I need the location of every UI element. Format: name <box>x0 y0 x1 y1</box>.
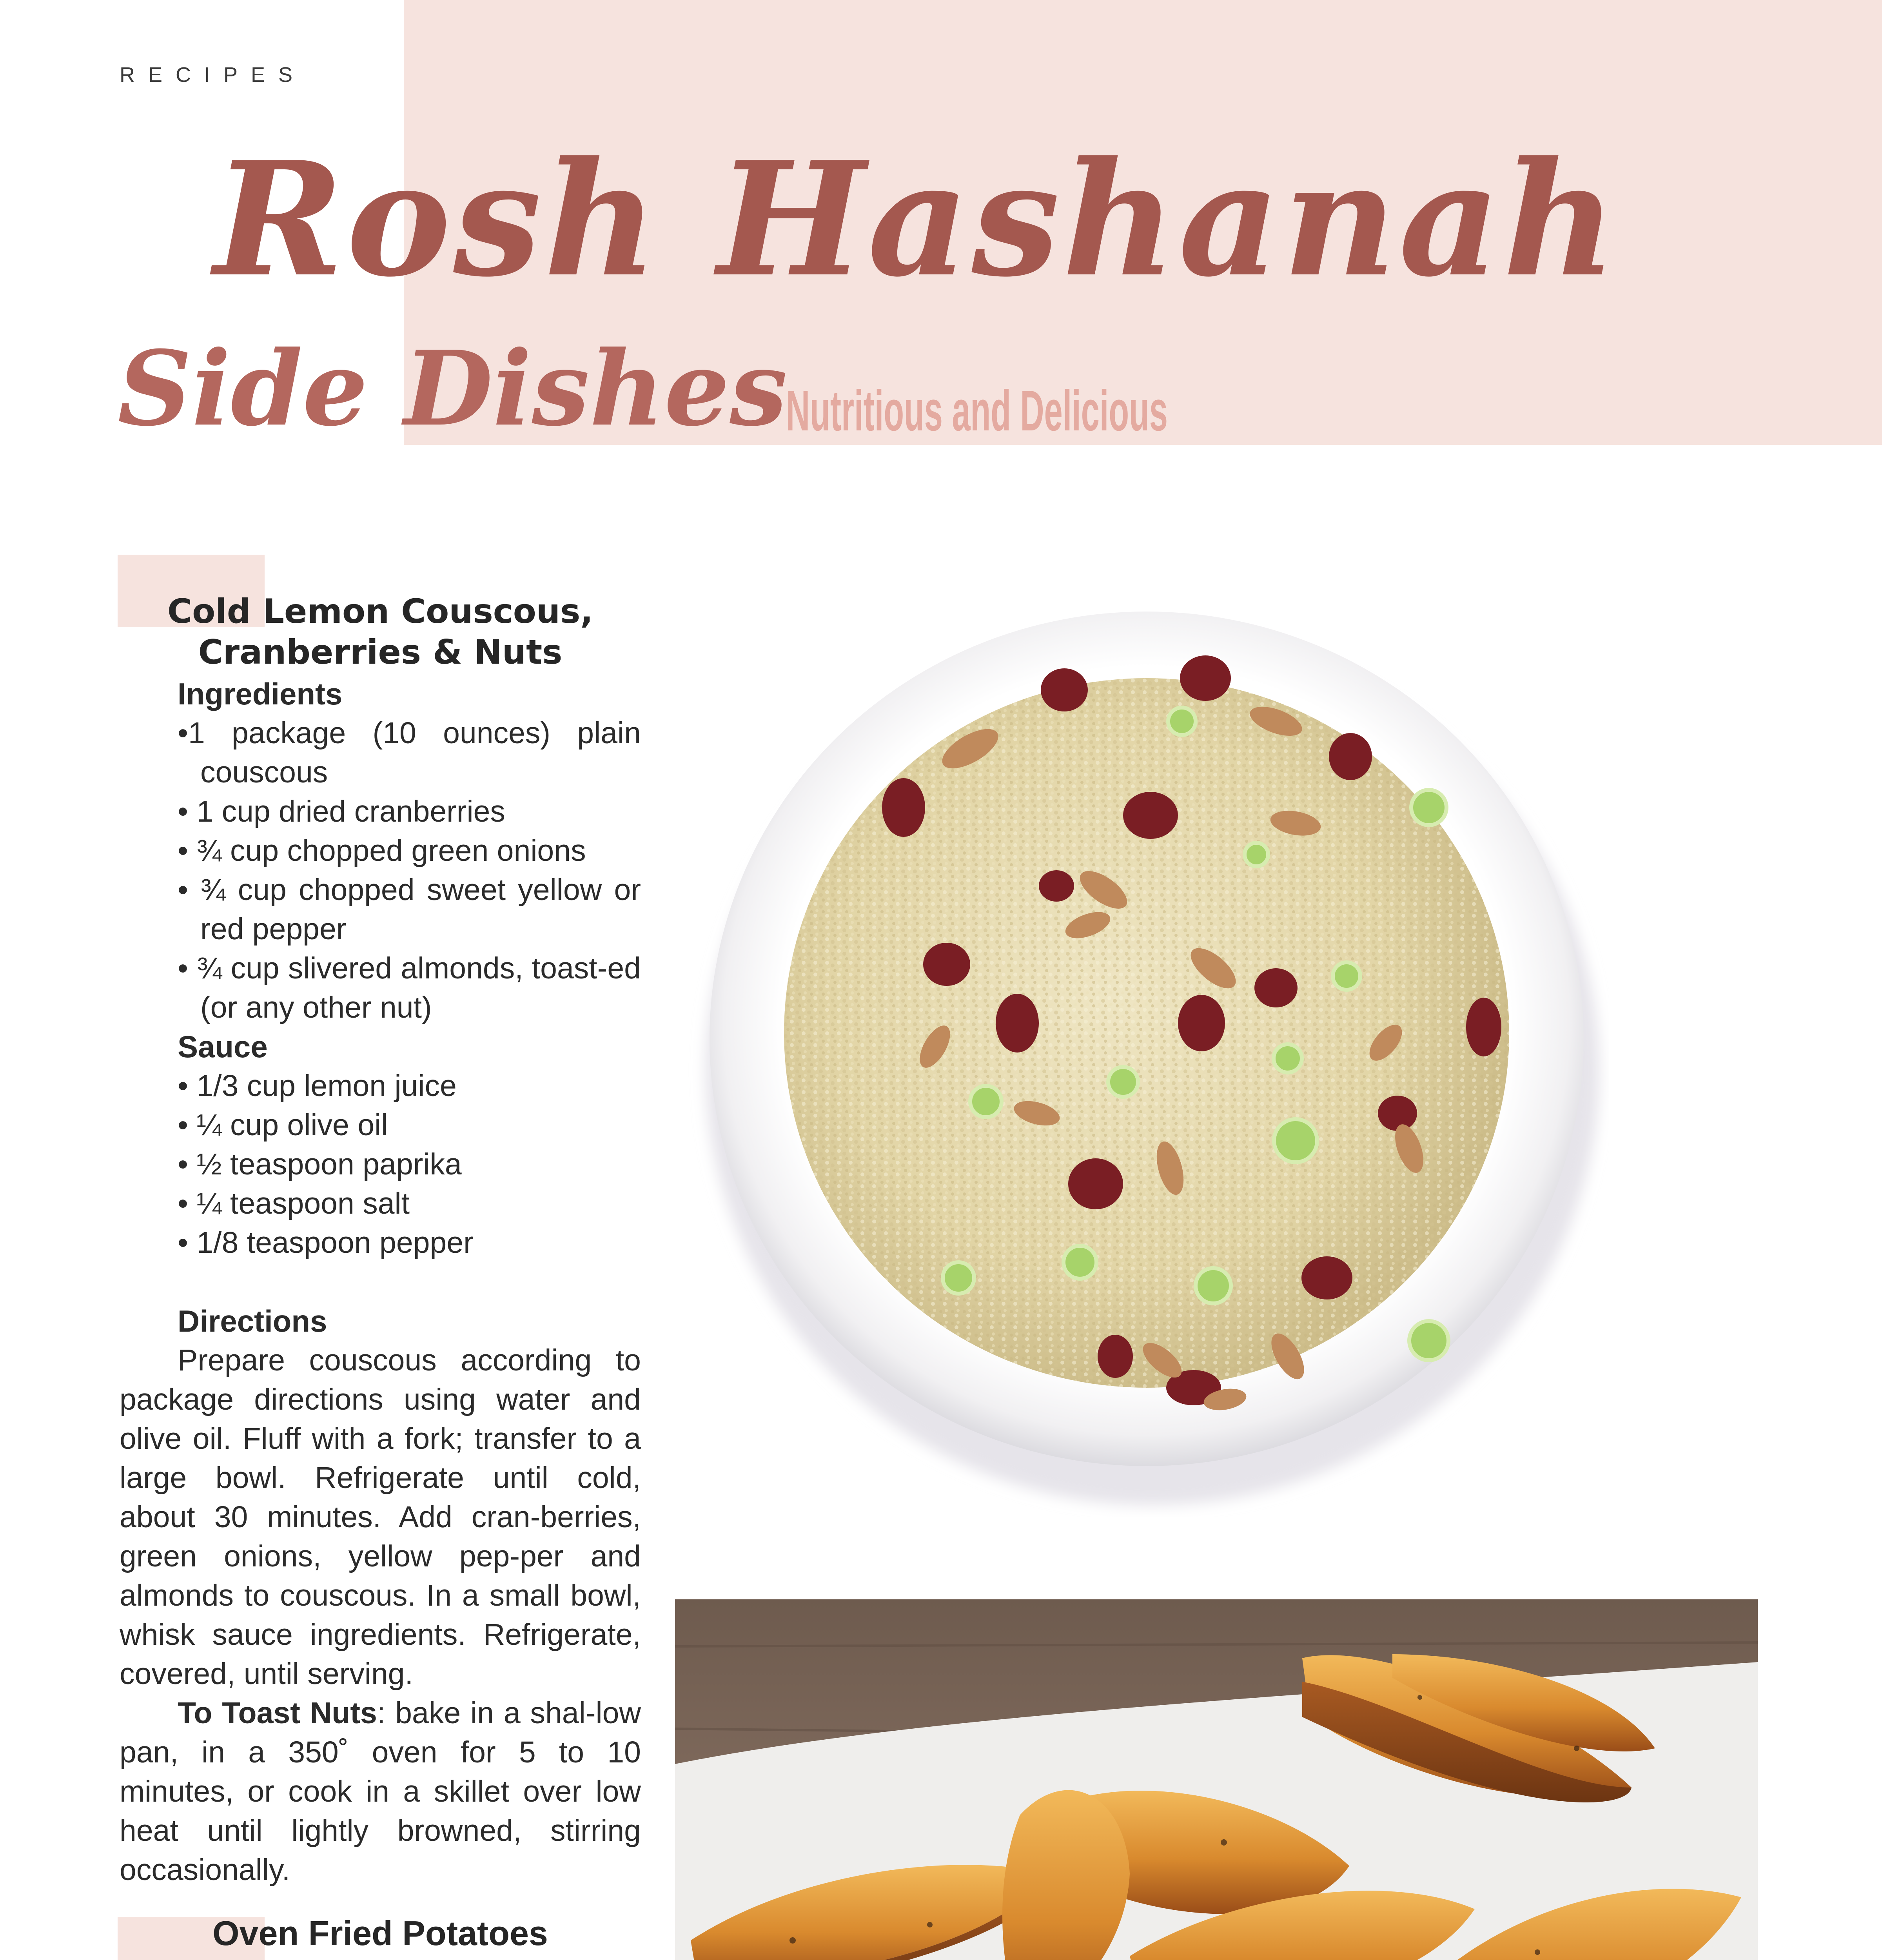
tagline: Nutritious and Delicious <box>786 379 1168 443</box>
recipe-title-couscous <box>120 591 641 673</box>
ingredient-item: • ¾ cup chopped sweet yellow or red pepper <box>178 873 641 946</box>
couscous-bowl-photo <box>684 572 1609 1517</box>
ingredients-heading: Ingredients <box>178 677 343 711</box>
directions-text: Prepare couscous according to package directions using water and olive oil. Fluff with a fork; transfer to a large bowl. Refrigerate until cold, about 30 minutes. Add cran-berries, green onions, yellow pep-per and almonds to couscous. In a small bowl, whisk sauce ingredients. Refrigerate, covered, until serving. <box>120 1343 641 1691</box>
sauce-item: • 1/8 teaspoon pepper <box>178 1226 474 1259</box>
couscous-recipe-text <box>120 674 641 1889</box>
section-label: RECIPES <box>120 63 306 87</box>
sauce-item: • 1/3 cup lemon juice <box>178 1069 457 1103</box>
sauce-item: • ¼ teaspoon salt <box>178 1187 410 1220</box>
page-title: Rosh Hashanah <box>214 127 1619 312</box>
recipe-title-line: Cranberries & Nuts <box>198 633 563 672</box>
ingredient-item: • ¾ cup chopped green onions <box>178 834 586 867</box>
recipe-title-potatoes: Oven Fried Potatoes <box>212 1914 548 1953</box>
sauce-item: • ¼ cup olive oil <box>178 1108 388 1142</box>
oven-fried-potatoes-photo <box>675 1599 1758 1960</box>
toast-nuts-text <box>120 1693 641 1889</box>
recipe-title-line: Cold Lemon Couscous, <box>167 592 593 631</box>
toast-nuts-body: : bake in a shal-low pan, in a 350˚ oven for 5 to 10 minutes, or cook in a skillet over low heat until lightly browned, stirring occasionally. <box>120 1696 641 1887</box>
directions-heading: Directions <box>178 1304 327 1338</box>
ingredient-item: • ¾ cup slivered almonds, toast-ed (or any other nut) <box>178 951 641 1024</box>
sauce-item: • ½ teaspoon paprika <box>178 1147 462 1181</box>
toast-nuts-label: To Toast Nuts <box>178 1696 377 1730</box>
ingredient-item: •1 package (10 ounces) plain couscous <box>178 716 641 789</box>
sauce-heading: Sauce <box>178 1029 268 1064</box>
ingredient-item: • 1 cup dried cranberries <box>178 795 505 828</box>
page-subtitle: Side Dishes <box>118 328 788 449</box>
